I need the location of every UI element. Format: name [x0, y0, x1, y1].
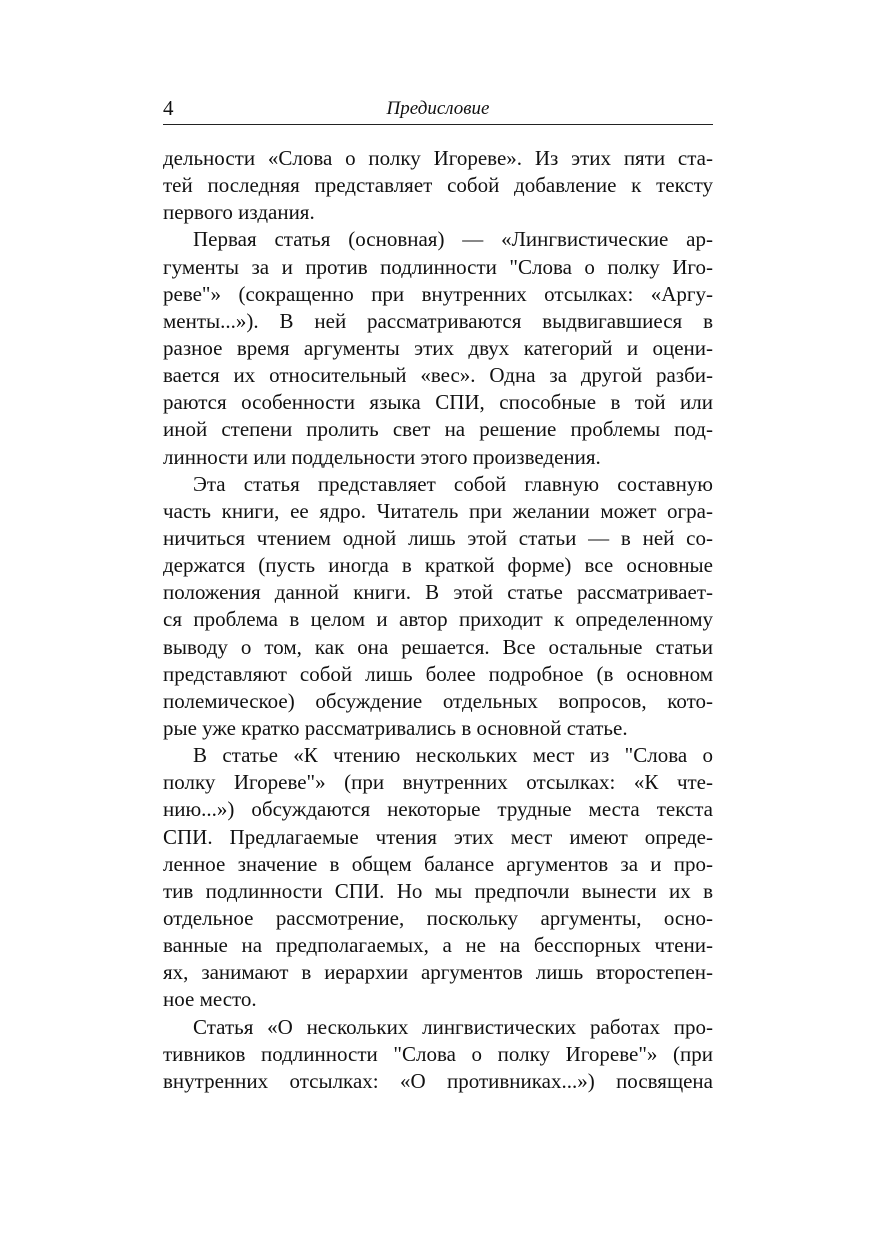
text-line: реве"» (сокращенно при внутренних отсылках: «Аргу-	[163, 281, 713, 306]
text-line: держатся (пусть иногда в краткой форме) все основные	[163, 553, 713, 578]
paragraph-readings	[163, 742, 713, 1013]
paragraph-first-article	[163, 226, 713, 470]
text-line: линности или поддельности этого произведения.	[163, 444, 601, 469]
text-line: Первая статья (основная) — «Лингвистические ар-	[193, 227, 713, 252]
text-line: ленное значение в общем балансе аргументов за и про-	[163, 851, 713, 876]
text-line: полку Игореве"» (при внутренних отсылках: «К чте-	[163, 770, 713, 795]
text-line: отдельное рассмотрение, поскольку аргументы, осно-	[163, 905, 713, 930]
paragraph-opponents	[163, 1014, 713, 1095]
paragraph-book-core	[163, 471, 713, 742]
text-line: ванные на предполагаемых, а не на бесспорных чтени-	[163, 933, 713, 958]
text-line: полемическое) обсуждение отдельных вопросов, кото-	[163, 688, 713, 713]
text-line: менты...»). В ней рассматриваются выдвигавшиеся в	[163, 308, 713, 333]
text-line: ся проблема в целом и автор приходит к определенному	[163, 607, 713, 632]
text-line: вается их относительный «вес». Одна за другой разби-	[163, 363, 713, 388]
text-line: положения данной книги. В этой статье рассматривает-	[163, 580, 713, 605]
text-line: Статья «О нескольких лингвистических работах про-	[193, 1014, 713, 1039]
text-line: иной степени пролить свет на решение проблемы под-	[163, 417, 713, 442]
text-line: нию...») обсуждаются некоторые трудные места текста	[163, 797, 713, 822]
text-line: разное время аргументы этих двух категорий и оцени-	[163, 335, 713, 360]
text-line: гументы за и против подлинности "Слова о полку Иго-	[163, 254, 713, 279]
text-line: тивников подлинности "Слова о полку Игореве"» (при	[163, 1041, 713, 1066]
text-line: тей последняя представляет собой добавление к тексту	[163, 173, 713, 198]
text-line: внутренних отсылках: «О противниках...») посвящена	[163, 1068, 713, 1093]
text-line: СПИ. Предлагаемые чтения этих мест имеют опреде-	[163, 824, 713, 849]
running-head	[163, 92, 713, 125]
text-line: ное место.	[163, 987, 257, 1012]
text-line: ях, занимают в иерархии аргументов лишь второстепен-	[163, 960, 713, 985]
text-line: первого издания.	[163, 200, 315, 225]
text-line: тив подлинности СПИ. Но мы предпочли вынести их в	[163, 878, 713, 903]
text-line: В статье «К чтению нескольких мест из "Слова о	[193, 743, 713, 768]
section-title: Предисловие	[386, 98, 490, 119]
text-line: часть книги, ее ядро. Читатель при желании может огра-	[163, 498, 713, 523]
text-line: представляют собой лишь более подробное (в основном	[163, 661, 713, 686]
book-page	[163, 92, 713, 1095]
paragraph-continuation	[163, 145, 713, 226]
body-text	[163, 145, 713, 1095]
text-line: раются особенности языка СПИ, способные в той или	[163, 390, 713, 415]
text-line: ничиться чтением одной лишь этой статьи — в ней со-	[163, 525, 713, 550]
text-line: дельности «Слова о полку Игореве». Из этих пяти ста-	[163, 146, 713, 170]
page-number: 4	[163, 96, 174, 120]
text-line: рые уже кратко рассматривались в основной статье.	[163, 715, 628, 740]
text-line: Эта статья представляет собой главную составную	[193, 471, 713, 496]
text-line: выводу о том, как она решается. Все остальные статьи	[163, 634, 713, 659]
